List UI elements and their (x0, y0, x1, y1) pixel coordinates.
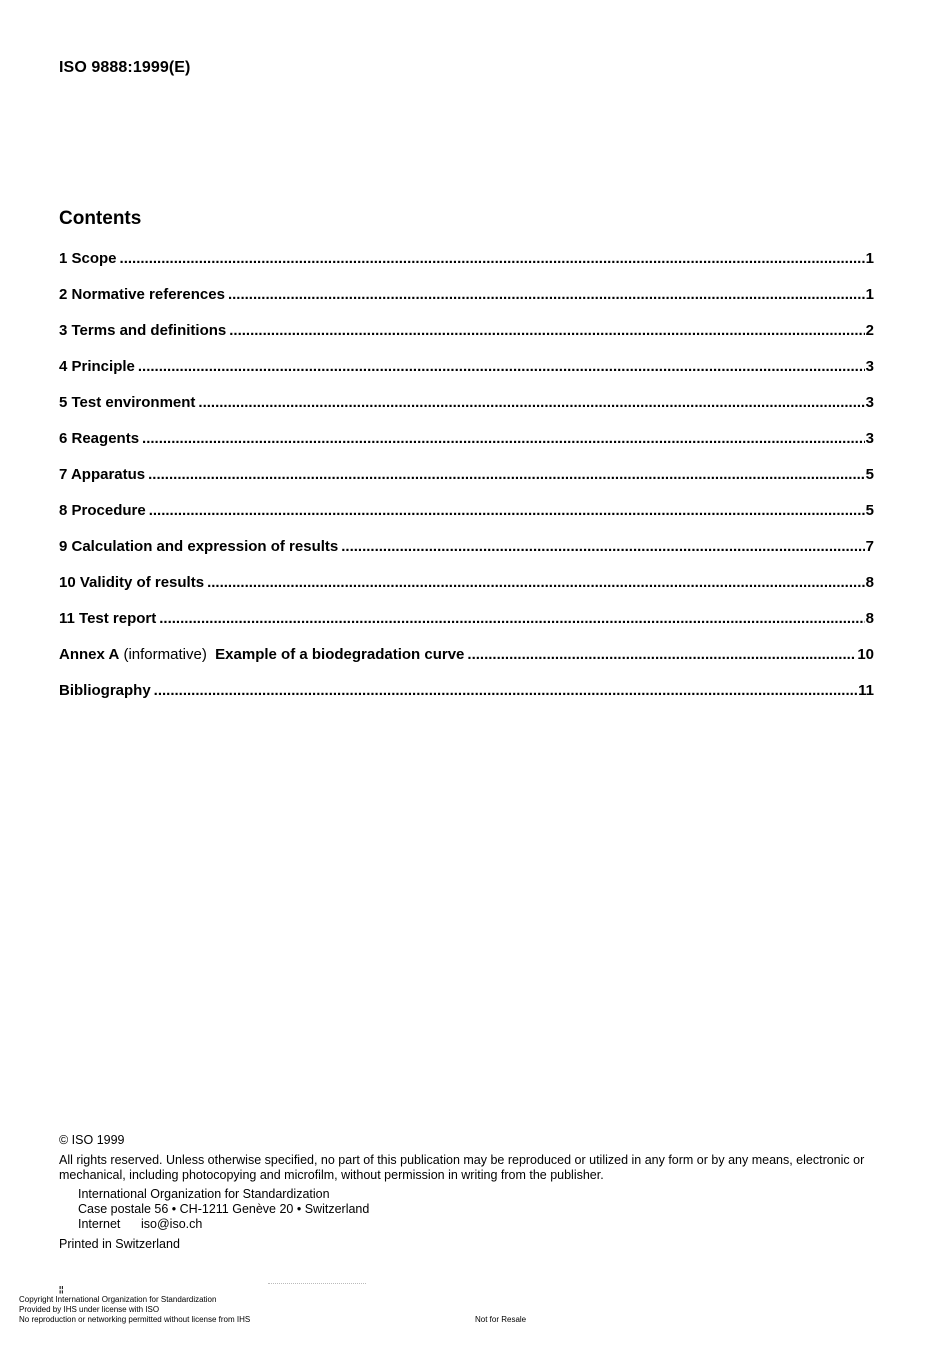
toc-leader-dots (198, 394, 864, 411)
toc-leader-dots (149, 502, 865, 519)
toc-entry-terms-and-definitions[interactable] (59, 322, 874, 358)
not-for-resale-notice: Not for Resale (475, 1315, 527, 1324)
toc-entry-scope[interactable] (59, 250, 874, 286)
annex-title: Example of a biodegradation curve (215, 646, 465, 663)
toc-entry-label (59, 646, 464, 663)
toc-entry-test-report[interactable] (59, 610, 874, 646)
toc-entry-label: 10 Validity of results (59, 574, 205, 591)
annex-qualifier: (informative) (123, 646, 207, 663)
toc-entry-label: 3 Terms and definitions (59, 322, 227, 339)
toc-entry-label: 5 Test environment (59, 394, 196, 411)
toc-entry-page: 8 (865, 610, 874, 627)
toc-leader-dots (138, 358, 865, 375)
scan-mark: ¦¦ (59, 1285, 64, 1294)
toc-leader-dots (229, 322, 864, 339)
license-notice (19, 1295, 250, 1325)
toc-entry-label: 9 Calculation and expression of results (59, 538, 339, 555)
toc-entry-validity-of-results[interactable] (59, 574, 874, 610)
scan-artifact-line (268, 1283, 366, 1287)
toc-entry-label: 6 Reagents (59, 430, 140, 447)
toc-entry-label: 7 Apparatus (59, 466, 146, 483)
organization-name: International Organization for Standardization (78, 1187, 330, 1201)
toc-entry-label: 1 Scope (59, 250, 117, 267)
toc-entry-page: 8 (865, 574, 874, 591)
toc-entry-calculation[interactable] (59, 538, 874, 574)
internet-label: Internet (78, 1217, 121, 1231)
toc-entry-label: 4 Principle (59, 358, 135, 375)
toc-entry-page: 2 (865, 322, 874, 339)
toc-leader-dots (467, 646, 856, 663)
toc-entry-label: Bibliography (59, 682, 151, 699)
document-id-header: ISO 9888:1999(E) (59, 59, 191, 76)
postal-address: Case postale 56 • CH-1211 Genève 20 • Switzerland (78, 1202, 370, 1216)
toc-entry-page: 7 (865, 538, 874, 555)
toc-entry-page: 1 (865, 250, 874, 267)
publisher-address (59, 1187, 879, 1232)
table-of-contents (59, 250, 874, 718)
toc-entry-label: 8 Procedure (59, 502, 146, 519)
toc-entry-procedure[interactable] (59, 502, 874, 538)
toc-leader-dots (207, 574, 865, 591)
toc-leader-dots (154, 682, 857, 699)
toc-entry-bibliography[interactable] (59, 682, 874, 718)
rights-statement: All rights reserved. Unless otherwise specified, no part of this publication may be reproduced or utilized in any form or by any means, electronic or mechanical, including photocopying and microfilm, without permission in writing from the publisher. (59, 1153, 865, 1182)
copyright-footer (59, 1133, 879, 1252)
contents-heading: Contents (59, 208, 142, 229)
internet-contact (78, 1217, 879, 1232)
toc-entry-page: 11 (858, 682, 874, 699)
toc-entry-apparatus[interactable] (59, 466, 874, 502)
license-line-provider: Provided by IHS under license with ISO (19, 1305, 160, 1314)
toc-entry-reagents[interactable] (59, 430, 874, 466)
toc-entry-page: 3 (865, 394, 874, 411)
toc-entry-label: 11 Test report (59, 610, 157, 627)
toc-entry-annex-a[interactable] (59, 646, 874, 682)
copyright-notice: © ISO 1999 (59, 1133, 125, 1147)
toc-entry-test-environment[interactable] (59, 394, 874, 430)
internet-email[interactable]: iso@iso.ch (141, 1217, 203, 1231)
toc-entry-page: 3 (865, 358, 874, 375)
toc-leader-dots (148, 466, 865, 483)
annex-label: Annex A (59, 646, 120, 663)
license-line-restriction: No reproduction or networking permitted without license from IHS (19, 1315, 251, 1324)
toc-entry-label: 2 Normative references (59, 286, 225, 303)
toc-leader-dots (341, 538, 864, 555)
license-line-copyright: Copyright International Organization for Standardization (19, 1295, 217, 1304)
toc-leader-dots (159, 610, 864, 627)
printed-location: Printed in Switzerland (59, 1237, 180, 1251)
toc-entry-page: 10 (857, 646, 874, 663)
toc-entry-page: 5 (865, 502, 874, 519)
toc-entry-page: 3 (865, 430, 874, 447)
toc-entry-page: 1 (865, 286, 874, 303)
toc-leader-dots (120, 250, 865, 267)
toc-entry-principle[interactable] (59, 358, 874, 394)
toc-entry-normative-references[interactable] (59, 286, 874, 322)
toc-leader-dots (228, 286, 865, 303)
toc-entry-page: 5 (865, 466, 874, 483)
toc-leader-dots (142, 430, 865, 447)
